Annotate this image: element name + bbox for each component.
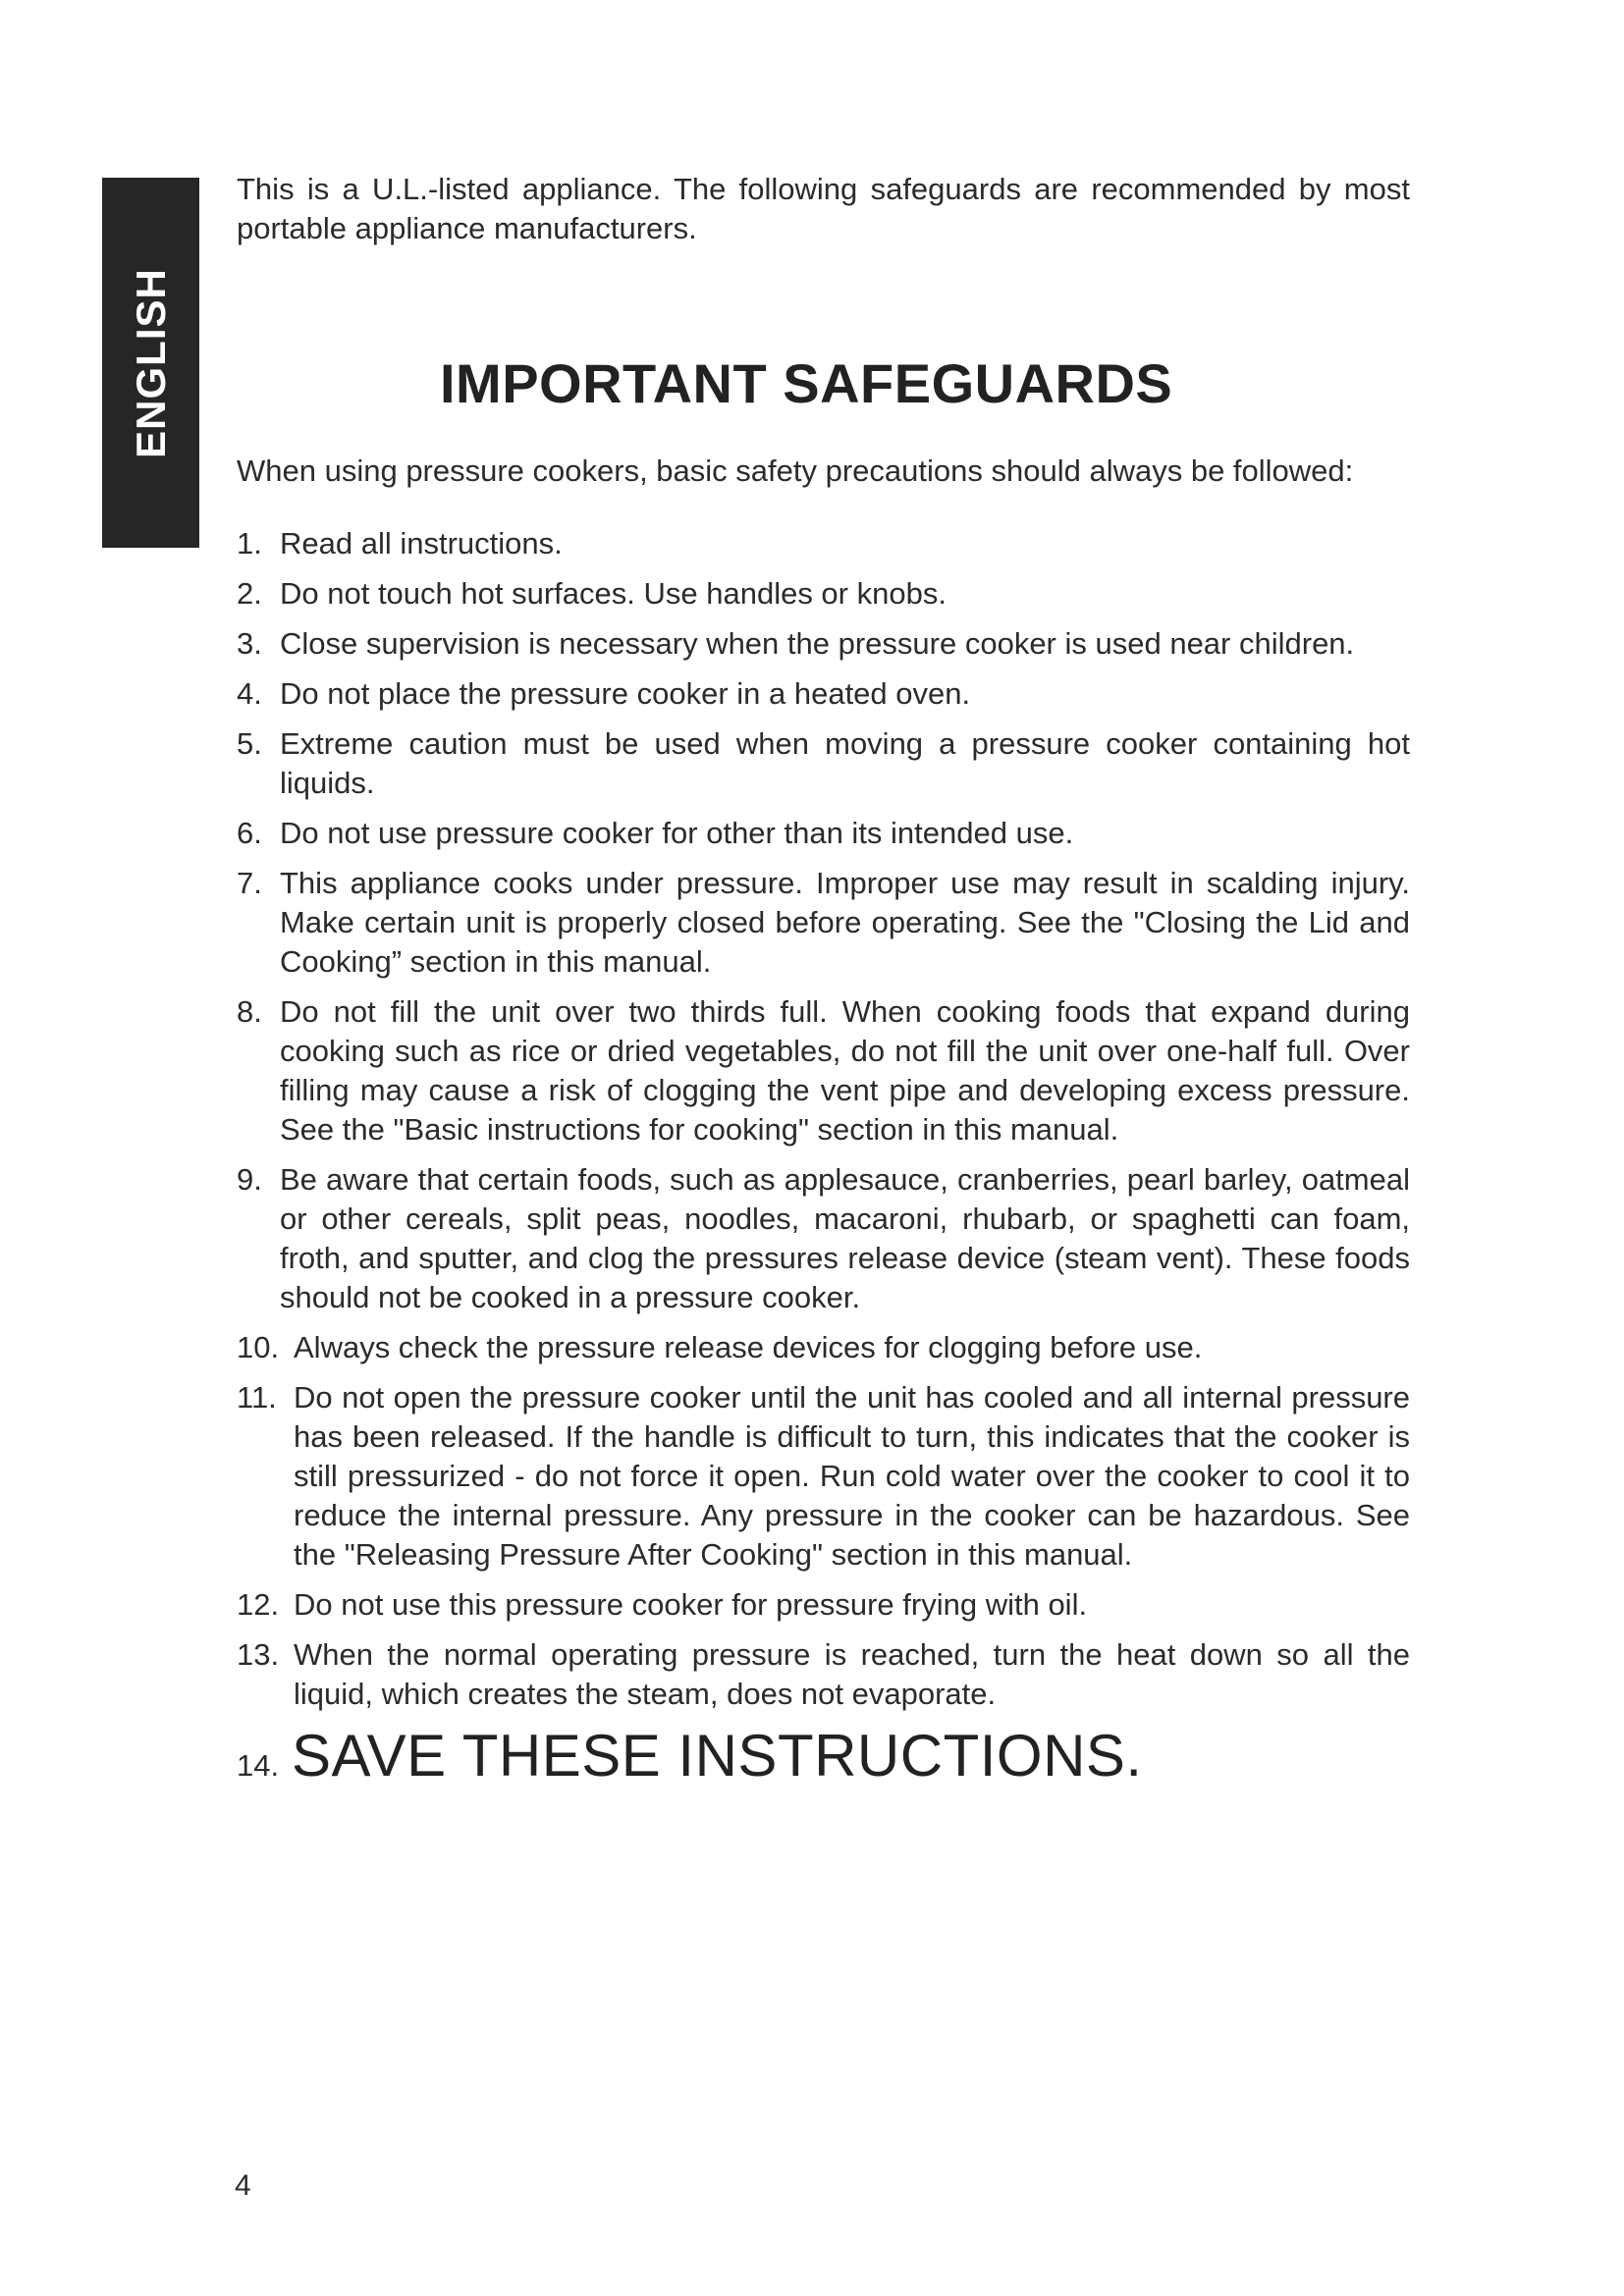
list-item [237, 624, 1410, 664]
language-tab [102, 178, 199, 548]
list-item [237, 1328, 1410, 1367]
list-item-number: 13. [237, 1637, 280, 1672]
list-item-text: Do not place the pressure cooker in a heated oven. [280, 676, 971, 711]
save-instructions-item [237, 1725, 1410, 1788]
save-instructions-number: 14. [237, 1748, 280, 1783]
list-item-number: 4. [237, 676, 262, 711]
list-item [237, 1160, 1410, 1317]
list-item-number: 1. [237, 526, 262, 561]
list-item-text: Do not use this pressure cooker for pressure frying with oil. [294, 1587, 1088, 1622]
page-title: IMPORTANT SAFEGUARDS [440, 352, 1173, 414]
list-item-number: 7. [237, 866, 262, 900]
list-item-number: 6. [237, 816, 262, 850]
list-item-text: Read all instructions. [280, 526, 563, 561]
list-item [237, 1635, 1410, 1714]
list-item-text: Always check the pressure release devices for clogging before use. [294, 1330, 1203, 1364]
list-item-text: Do not touch hot surfaces. Use handles or knobs. [280, 576, 947, 611]
list-item-text: Do not use pressure cooker for other than its intended use. [280, 816, 1074, 850]
list-item [237, 864, 1410, 982]
list-item-number: 12. [237, 1587, 280, 1622]
list-item [237, 724, 1410, 803]
intro-paragraph: This is a U.L.-listed appliance. The following safeguards are recommended by most portable appliance manufacturers. [237, 172, 1410, 245]
list-item-text: Do not open the pressure cooker until the unit has cooled and all internal pressure has been released. If the handle is difficult to turn, this indicates that the cooker is still pressurized - do not force it open. Run cold water over the cooker to cool it to reduce the internal pressure. Any pressure in the cooker can be hazardous. See the "Releasing Pressure After Cooking" section in this manual. [294, 1380, 1410, 1572]
list-item [237, 524, 1410, 563]
list-item [237, 1378, 1410, 1575]
lead-paragraph: When using pressure cookers, basic safety precautions should always be followed: [237, 454, 1354, 488]
list-item [237, 674, 1410, 714]
list-item [237, 814, 1410, 853]
language-tab-label: ENGLISH [127, 267, 174, 458]
save-instructions-text: SAVE THESE INSTRUCTIONS. [292, 1723, 1143, 1789]
list-item-text: Be aware that certain foods, such as applesauce, cranberries, pearl barley, oatmeal or other cereals, split peas, noodles, macaroni, rhubarb, or spaghetti can foam, froth, and sputter, and clog the pressures release device (steam vent). These foods should not be cooked in a pressure cooker. [280, 1162, 1410, 1314]
page-content [237, 170, 1410, 1788]
list-item [237, 1585, 1410, 1625]
list-item-number: 10. [237, 1330, 280, 1364]
list-item-number: 11. [237, 1380, 277, 1415]
list-item-text: Close supervision is necessary when the pressure cooker is used near children. [280, 626, 1355, 661]
list-item-text: Do not fill the unit over two thirds full. When cooking foods that expand during cooking such as rice or dried vegetables, do not fill the unit over one-half full. Over filling may cause a risk of clogging the vent pipe and developing excess pressure. See the "Basic instructions for cooking" section in this manual. [280, 994, 1410, 1147]
list-item-number: 5. [237, 726, 262, 761]
list-item-number: 2. [237, 576, 262, 611]
list-item-text: When the normal operating pressure is reached, turn the heat down so all the liquid, which creates the steam, does not evaporate. [294, 1637, 1410, 1711]
safeguards-list [237, 524, 1410, 1714]
list-item [237, 992, 1410, 1149]
list-item-text: This appliance cooks under pressure. Improper use may result in scalding injury. Make certain unit is properly closed before operating. See the "Closing the Lid and Cooking” section in this manual. [280, 866, 1410, 979]
list-item-text: Extreme caution must be used when moving a pressure cooker containing hot liquids. [280, 726, 1410, 800]
list-item-number: 9. [237, 1162, 262, 1197]
list-item-number: 8. [237, 994, 262, 1029]
list-item [237, 574, 1410, 614]
page-number: 4 [235, 2169, 251, 2202]
list-item-number: 3. [237, 626, 262, 661]
